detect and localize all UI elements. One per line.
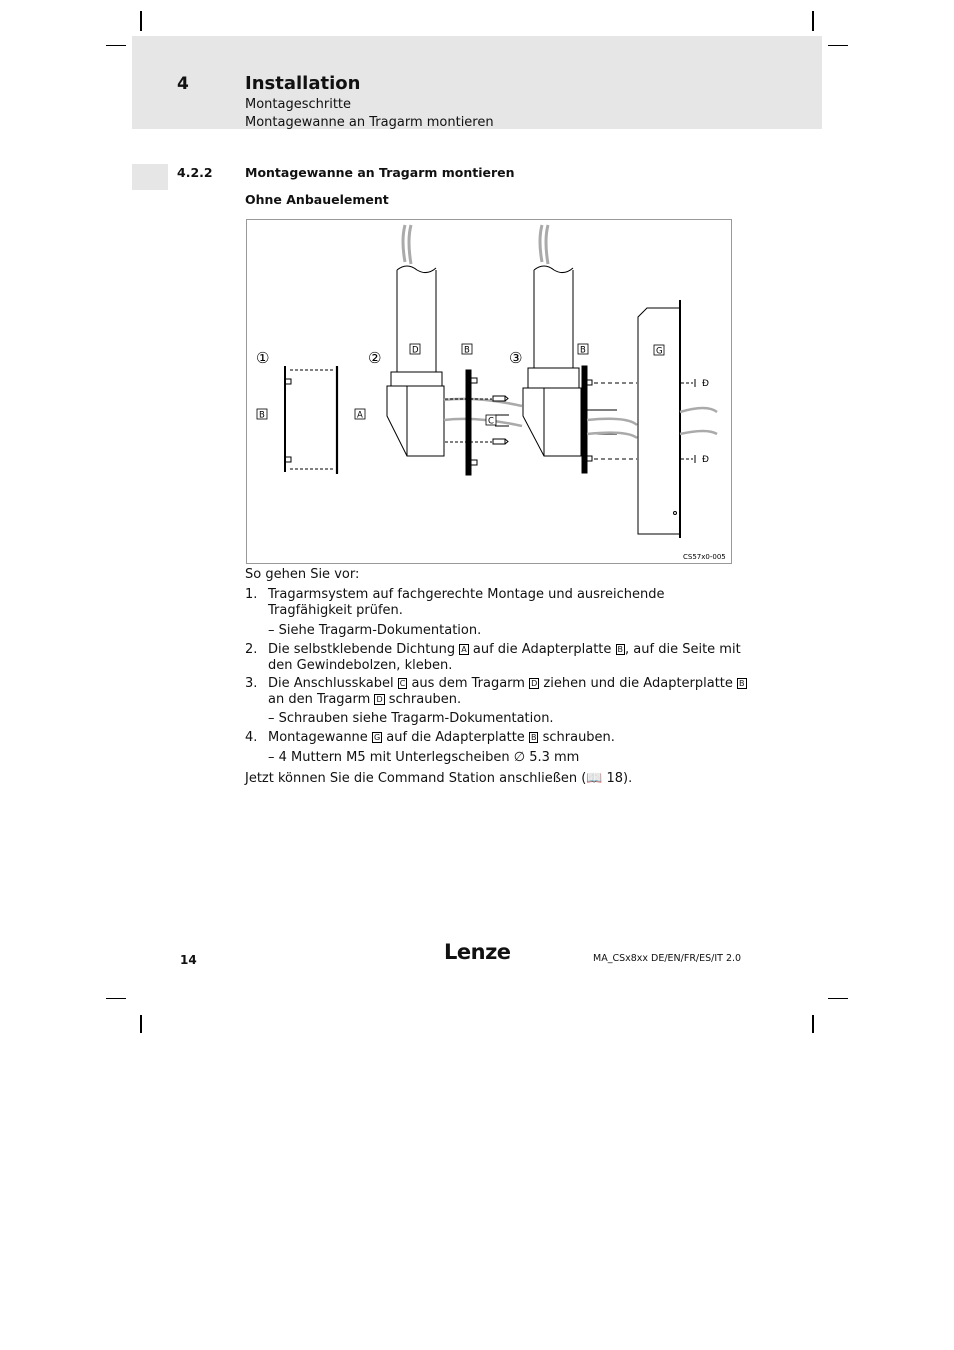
label-b: B	[617, 645, 624, 654]
step-number: 3.	[245, 676, 258, 691]
chapter-number: 4	[177, 74, 189, 94]
label-d: D	[531, 679, 538, 688]
crop-mark	[106, 998, 126, 999]
crop-mark	[812, 11, 814, 31]
book-icon: 📖	[586, 771, 603, 786]
label-b: B	[530, 733, 537, 742]
step-number: 1.	[245, 587, 258, 602]
step-number: 4.	[245, 730, 258, 745]
label-a: A	[461, 645, 467, 654]
step-text: Tragarmsystem auf fachgerechte Montage und ausreichende	[268, 587, 665, 602]
step-text: Die selbstklebende Dichtung A auf die Adapterplatte B , auf die Seite mit	[268, 642, 741, 657]
label-d: D	[412, 345, 419, 356]
section-title: Montagewanne an Tragarm montieren	[245, 165, 515, 180]
crop-mark	[140, 11, 142, 31]
crop-mark	[828, 998, 848, 999]
intro-text: So gehen Sie vor:	[245, 567, 360, 582]
page-reference[interactable]: 18).	[606, 771, 633, 786]
installation-diagram	[247, 220, 733, 565]
step-text: an den Tragarm D schrauben.	[268, 692, 462, 707]
step-note: – Siehe Tragarm-Dokumentation.	[268, 623, 482, 638]
adapter-plate-b	[582, 366, 587, 473]
nut-icon: Ð	[702, 455, 709, 465]
crop-mark	[106, 45, 126, 46]
label-d: D	[376, 695, 383, 704]
crop-mark	[828, 45, 848, 46]
crop-mark	[140, 1015, 142, 1033]
step-text: Montagewanne G auf die Adapterplatte B schrauben.	[268, 730, 615, 745]
crop-mark	[812, 1015, 814, 1033]
label-b: B	[464, 345, 470, 356]
support-arm-d	[397, 270, 436, 372]
nut-icon: Ð	[702, 379, 709, 389]
label-b: B	[259, 410, 265, 421]
step-marker-1: ①	[256, 349, 270, 367]
lenze-logo: Lenze	[444, 940, 511, 964]
header-subtitle: Montageschritte	[245, 97, 352, 112]
chapter-title: Installation	[245, 73, 361, 94]
step-text: Tragfähigkeit prüfen.	[268, 603, 403, 618]
step-number: 2.	[245, 642, 258, 657]
step-marker-2: ②	[368, 349, 382, 367]
label-b: B	[739, 679, 745, 688]
label-c: C	[488, 416, 494, 427]
page-number: 14	[180, 953, 197, 967]
label-c: C	[399, 679, 406, 688]
step-text: den Gewindebolzen, kleben.	[268, 658, 453, 673]
header-subtitle: Montagewanne an Tragarm montieren	[245, 115, 494, 130]
step-note: – 4 Muttern M5 mit Unterlegscheiben ∅ 5.3 mm	[268, 750, 580, 765]
step-marker-3: ③	[509, 349, 523, 367]
installation-figure	[246, 219, 732, 564]
label-a: A	[357, 410, 363, 421]
step-text: Die Anschlusskabel C aus dem Tragarm D ziehen und die Adapterplatte B	[268, 676, 745, 691]
document-id: MA_CSx8xx DE/EN/FR/ES/IT 2.0	[593, 953, 742, 964]
label-g: G	[373, 733, 381, 742]
mounting-tray-g	[638, 308, 680, 534]
section-marker	[132, 164, 168, 190]
step-note: – Schrauben siehe Tragarm-Dokumentation.	[268, 711, 554, 726]
subheading: Ohne Anbauelement	[245, 192, 389, 207]
figure-code: CS57x0-005	[683, 553, 726, 561]
adapter-plate-b	[466, 370, 471, 475]
closing-text: Jetzt können Sie die Command Station anschließen (📖 18).	[245, 771, 633, 786]
label-b: B	[580, 345, 586, 356]
section-number: 4.2.2	[177, 165, 213, 180]
label-g: G	[656, 346, 663, 357]
